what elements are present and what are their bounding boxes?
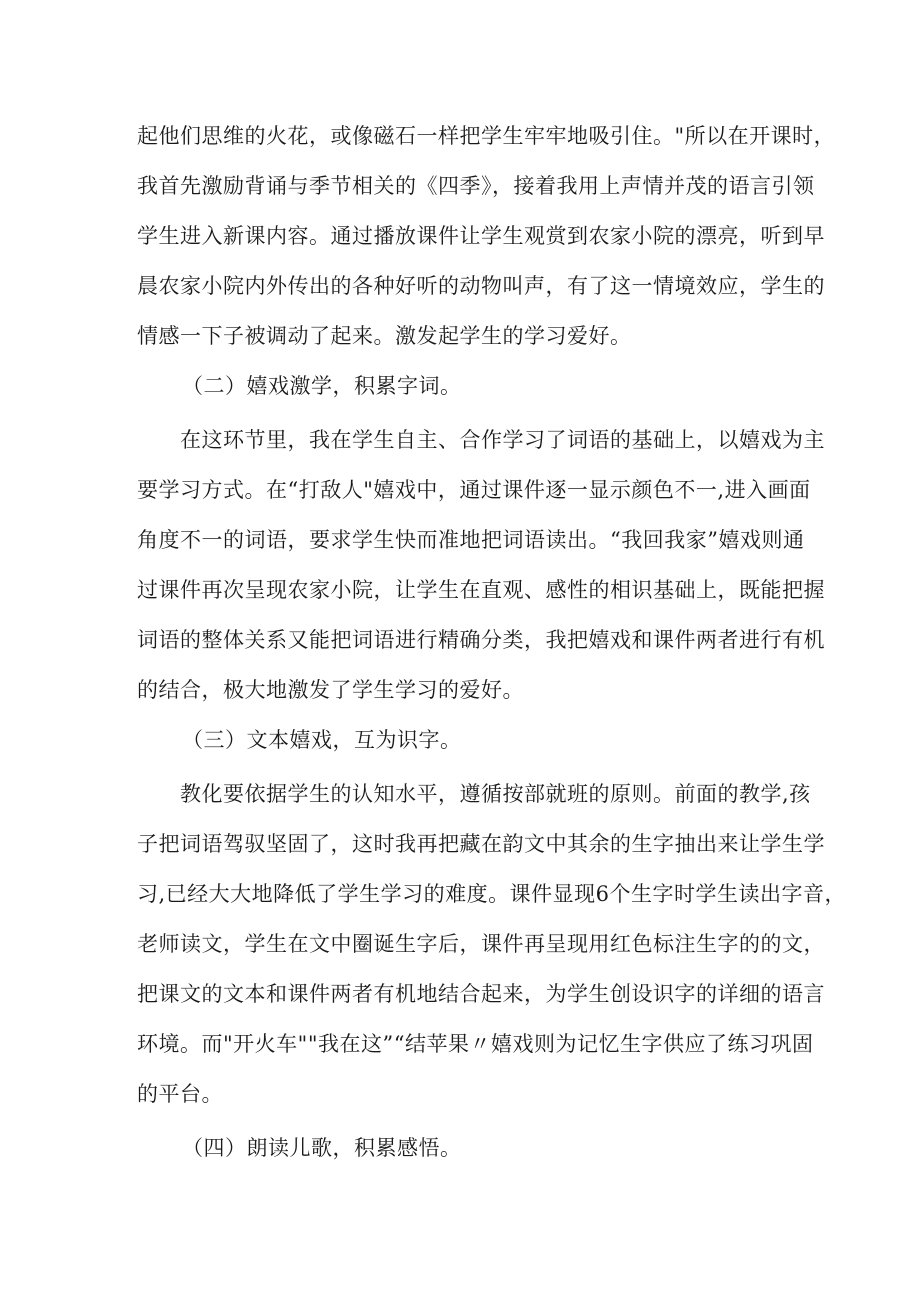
paragraph-3-line-7: 的平台。: [137, 1082, 223, 1106]
paragraph-2-line-1: 在这环节里，我在学生自主、合作学习了词语的基础上，以嬉戏为主: [180, 428, 825, 452]
paragraph-2-line-4: 过课件再次呈现农家小院，让学生在直观、感性的相识基础上，既能把握: [137, 578, 825, 602]
paragraph-3-line-6: 环境。而"开火车""我在这”“结苹果〃嬉戏则为记忆生字供应了练习巩固: [137, 1032, 814, 1056]
paragraph-2-line-5: 词语的整体关系又能把词语进行精确分类，我把嬉戏和课件两者进行有机: [137, 628, 825, 652]
paragraph-3-line-1: 教化要依据学生的认知水平，遵循按部就班的原则。前面的教学,孩: [180, 782, 811, 806]
section-heading-3: （三）文本嬉戏，互为识字。: [182, 728, 462, 752]
paragraph-1-line-2: 我首先激励背诵与季节相关的《四季》，接着我用上声情并茂的语言引领: [137, 174, 815, 198]
section-heading-2: （二）嬉戏激学，积累字词。: [182, 374, 462, 398]
paragraph-2-line-6: 的结合，极大地激发了学生学习的爱好。: [137, 678, 524, 702]
paragraph-3-line-3: 习,已经大大地降低了学生学习的难度。课件显现6个生字时学生读出字音，: [137, 882, 847, 906]
paragraph-3-line-4: 老师读文，学生在文中圈诞生字后，课件再呈现用红色标注生字的的文，: [137, 932, 825, 956]
paragraph-1-line-1: 起他们思维的火花，或像磁石一样把学生牢牢地吸引住。"所以在开课时，: [137, 124, 836, 148]
paragraph-2-line-3: 角度不一的词语，要求学生快而准地把词语读出。“我回我家”嬉戏则通: [137, 528, 805, 552]
paragraph-1-line-4: 晨农家小院内外传出的各种好听的动物叫声，有了这一情境效应，学生的: [137, 274, 825, 298]
paragraph-2-line-2: 要学习方式。在“打敌人"嬉戏中，通过课件逐一显示颜色不一,进入画面: [137, 478, 811, 502]
section-heading-4: （四）朗读儿歌，积累感悟。: [182, 1136, 462, 1160]
paragraph-3-line-5: 把课文的文本和课件两者有机地结合起来，为学生创设识字的详细的语言: [137, 982, 825, 1006]
paragraph-1-line-5: 情感一下子被调动了起来。激发起学生的学习爱好。: [137, 324, 632, 348]
paragraph-1-line-3: 学生进入新课内容。通过播放课件让学生观赏到农家小院的漂亮，听到早: [137, 224, 825, 248]
paragraph-3-line-2: 子把词语驾驭坚固了，这时我再把藏在韵文中其余的生字抽出来让学生学: [137, 832, 825, 856]
